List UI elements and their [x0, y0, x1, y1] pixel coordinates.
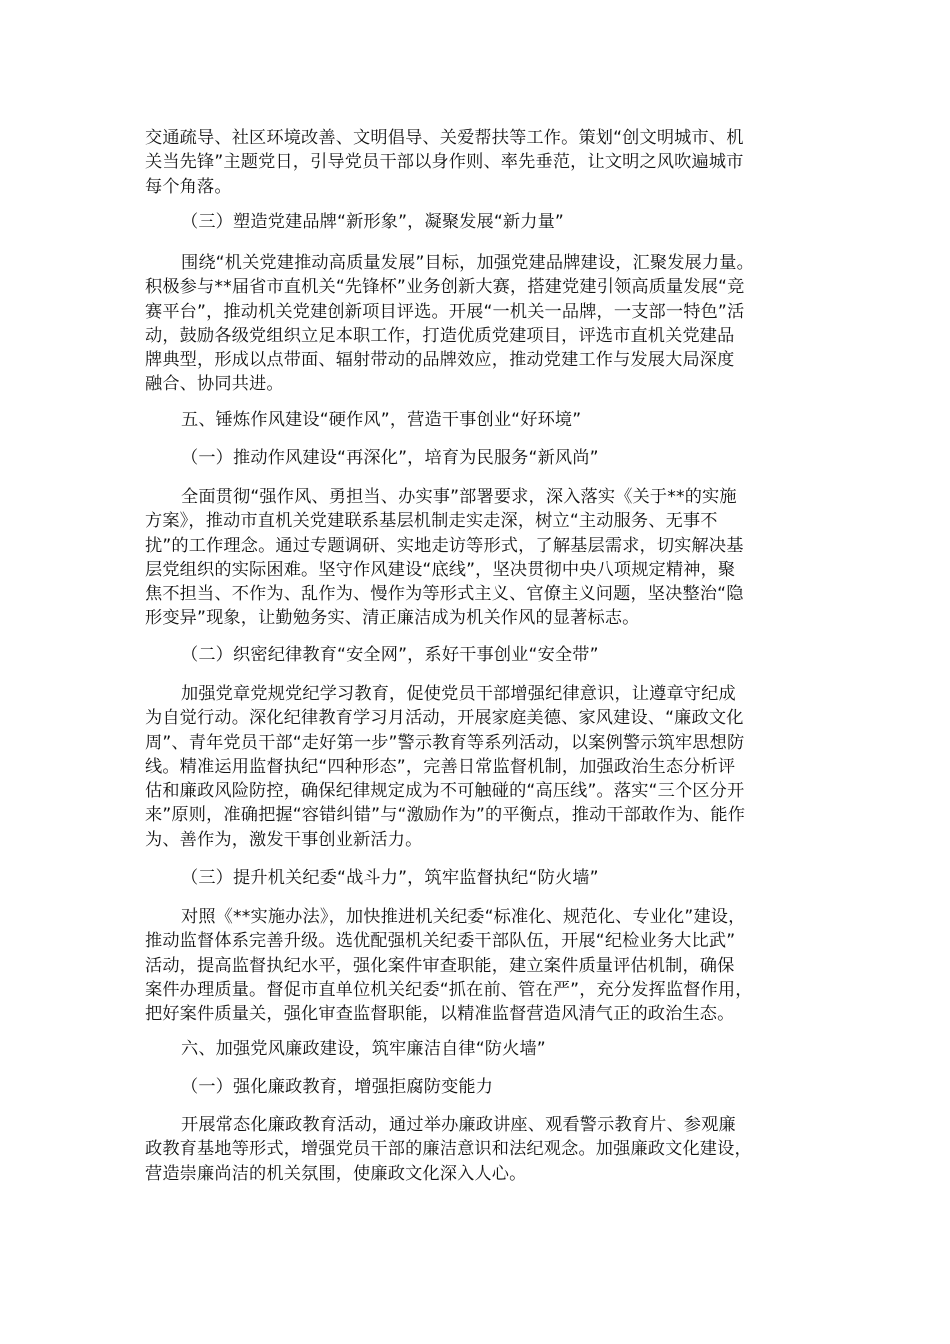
text-line: 为、善作为，激发干事创业新活力。	[145, 829, 423, 850]
text-line: 开展常态化廉政教育活动，通过举办廉政讲座、观看警示教育片、参观廉	[181, 1115, 736, 1135]
text-line: 推动监督体系完善升级。选优配强机关纪委干部队伍，开展“纪检业务大比武”	[145, 931, 736, 952]
text-line: 线。精准运用监督执纪“四种形态”，完善日常监督机制，加强政治生态分析评	[145, 756, 736, 777]
section-heading	[145, 866, 820, 890]
text-line: 交通疏导、社区环境改善、文明倡导、关爱帮扶等工作。策划“创文明城市、机	[145, 128, 744, 148]
text-line: 加强党章党规党纪学习教育，促使党员干部增强纪律意识，让遵章守纪成	[181, 684, 736, 704]
body-paragraph	[145, 485, 820, 631]
text-line: 营造崇廉尚洁的机关氛围，使廉政文化深入人心。	[145, 1163, 527, 1184]
text-line: 扰”的工作理念。通过专题调研、实地走访等形式，了解基层需求，切实解决基	[145, 535, 744, 556]
text-line: 案件办理质量。督促市直单位机关纪委“抓在前、管在严”，充分发挥监督作用，	[145, 979, 753, 1000]
body-paragraph	[145, 126, 820, 199]
text-line: 动，鼓励各级党组织立足本职工作，打造优质党建项目，评选市直机关党建品	[145, 325, 735, 346]
chapter-heading	[145, 1037, 820, 1061]
text-line: 来”原则，准确把握“容错纠错”与“激励作为”的平衡点，推动干部敢作为、能作	[145, 805, 746, 826]
text-line: 周”、青年党员干部“走好第一步”警示教育等系列活动，以案例警示筑牢思想防	[145, 732, 745, 753]
body-paragraph	[145, 251, 820, 397]
text-line: 把好案件质量关，强化审查监督职能，以精准监督营造风清气正的政治生态。	[145, 1004, 735, 1025]
text-line: 赛平台”，推动机关党建创新项目评选。开展“一机关一品牌，一支部一特色”活	[145, 301, 745, 322]
text-line: 融合、协同共进。	[145, 374, 284, 395]
body-paragraph	[145, 682, 820, 852]
heading-text: （一）推动作风建设“再深化”，培育为民服务“新风尚”	[181, 448, 599, 468]
heading-text: （三）塑造党建品牌“新形象”，凝聚发展“新力量”	[181, 212, 564, 232]
text-line: 估和廉政风险防控，确保纪律规定成为不可触碰的“高压线”。落实“三个区分开	[145, 781, 745, 802]
heading-text: （一）强化廉政教育，增强拒腐防变能力	[181, 1077, 494, 1097]
text-line: 关当先锋”主题党日，引导党员干部以身作则、率先垂范，让文明之风吹遍城市	[145, 152, 744, 173]
heading-text: （三）提升机关纪委“战斗力”，筑牢监督执纪“防火墙”	[181, 868, 599, 888]
heading-text: 五、锤炼作风建设“硬作风”，营造干事创业“好环境”	[181, 410, 582, 430]
heading-text: （二）织密纪律教育“安全网”，系好干事创业“安全带”	[181, 645, 599, 665]
text-line: 活动，提高监督执纪水平，强化案件审查职能，建立案件质量评估机制，确保	[145, 955, 735, 976]
section-heading	[145, 210, 820, 234]
chapter-heading	[145, 408, 820, 432]
text-line: 围绕“机关党建推动高质量发展”目标，加强党建品牌建设，汇聚发展力量。	[181, 253, 754, 273]
text-line: 政教育基地等形式，增强党员干部的廉洁意识和法纪观念。加强廉政文化建设，	[145, 1139, 752, 1160]
text-line: 积极参与**届省市直机关“先锋杯”业务创新大赛，搭建党建引领高质量发展“竞	[145, 277, 745, 298]
heading-text: 六、加强党风廉政建设，筑牢廉洁自律“防火墙”	[181, 1039, 546, 1059]
body-paragraph	[145, 905, 820, 1026]
section-heading	[145, 446, 820, 470]
text-line: 为自觉行动。深化纪律教育学习月活动，开展家庭美德、家风建设、“廉政文化	[145, 708, 744, 729]
text-line: 方案》，推动市直机关党建联系基层机制走实走深，树立“主动服务、无事不	[145, 511, 718, 532]
text-line: 形变异”现象，让勤勉务实、清正廉洁成为机关作风的显著标志。	[145, 608, 640, 629]
text-line: 全面贯彻“强作风、勇担当、办实事”部署要求，深入落实《关于**的实施	[181, 487, 737, 507]
body-paragraph	[145, 1113, 820, 1186]
text-line: 每个角落。	[145, 176, 232, 197]
text-line: 层党组织的实际困难。坚守作风建设“底线”，坚决贯彻中央八项规定精神，聚	[145, 559, 736, 580]
text-line: 焦不担当、不作为、乱作为、慢作为等形式主义、官僚主义问题，坚决整治“隐	[145, 584, 744, 605]
text-line: 牌典型，形成以点带面、辐射带动的品牌效应，推动党建工作与发展大局深度	[145, 350, 735, 371]
section-heading	[145, 1075, 820, 1099]
text-line: 对照《**实施办法》，加快推进机关纪委“标准化、规范化、专业化”建设，	[181, 907, 746, 927]
section-heading	[145, 643, 820, 667]
